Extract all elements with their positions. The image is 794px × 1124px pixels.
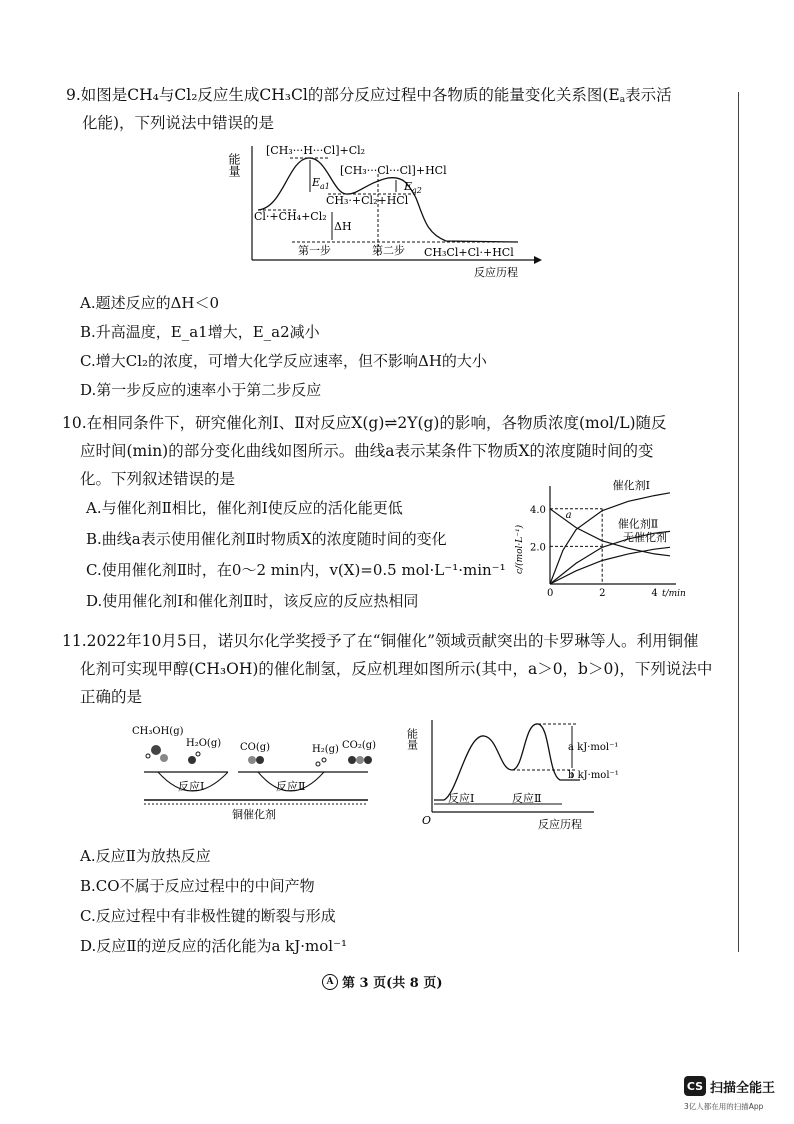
page-footer	[322, 972, 443, 991]
mech-h-atom	[322, 758, 326, 762]
q11-a-label: a kJ·mol⁻¹	[568, 742, 619, 753]
mech-c-atom	[356, 756, 364, 764]
q11-x-axis-label: 反应历程	[538, 818, 582, 831]
q10-option-c[interactable]: C.使用催化剂Ⅱ时，在0～2 min内，v(X)=0.5 mol·L⁻¹·min⁻¹	[86, 561, 506, 579]
q10-y-tick-1: 4.0	[530, 504, 546, 516]
q9-ts1-label: [CH₃···H···Cl]+Cl₂	[266, 144, 366, 157]
mech-co2-molecule	[348, 756, 356, 764]
mech-ch3oh-label: CH₃OH(g)	[132, 726, 184, 737]
q11-b-label: b kJ·mol⁻¹	[568, 770, 619, 781]
watermark-brand: 扫描全能王	[710, 1080, 776, 1096]
q9-x-axis-label: 反应历程	[474, 266, 518, 279]
page-right-rule	[738, 92, 739, 952]
q9-option-a[interactable]: A.题述反应的ΔH＜0	[80, 294, 220, 312]
mech-r1-label: 反应Ⅰ	[178, 780, 205, 793]
q11-option-c[interactable]: C.反应过程中有非极性键的断裂与形成	[80, 907, 336, 925]
q11-r2-label: 反应Ⅱ	[512, 792, 542, 805]
q9-reactant-label: Cl·+CH₄+Cl₂	[254, 210, 327, 223]
q11-r1-label: 反应Ⅰ	[448, 792, 475, 805]
q10-option-a[interactable]: A.与催化剂Ⅱ相比，催化剂Ⅰ使反应的活化能更低	[86, 499, 403, 517]
mech-h2-label: H₂(g)	[312, 744, 339, 755]
mech-co-molecule	[248, 756, 256, 764]
q9-stem-line2: 化能)，下列说法中错误的是	[82, 114, 275, 132]
mech-h2o-molecule	[188, 756, 196, 764]
q11-energy-curve	[434, 724, 580, 800]
q10-stem-line1: 10.在相同条件下，研究催化剂Ⅰ、Ⅱ对反应X(g)⇌2Y(g)的影响，各物质浓度(mol/L)随反	[62, 414, 667, 432]
q9-product-label: CH₃Cl+Cl·+HCl	[424, 246, 514, 259]
q11-stem-line1: 11.2022年10月5日，诺贝尔化学奖授予了在“铜催化”领域贡献突出的卡罗琳等人。利用铜催	[62, 632, 699, 650]
q11-mechanism-diagram	[128, 720, 388, 820]
mech-o-atom	[256, 756, 264, 764]
mech-ch3oh-atom	[160, 754, 168, 762]
q10-series-label-0: 催化剂Ⅰ	[612, 478, 650, 492]
q9-step1-label: 第一步	[298, 244, 331, 257]
q10-x-tick-0: 0	[547, 588, 554, 599]
footer-page-text: 第 3 页(共 8 页)	[342, 976, 443, 991]
mech-o-atom	[364, 756, 372, 764]
q10-stem-line3: 化。下列叙述错误的是	[80, 470, 236, 488]
mech-co2-label: CO₂(g)	[342, 740, 377, 751]
q9-stem-line1: 9.如图是CH₄与Cl₂反应生成CH₃Cl的部分反应过程中各物质的能量变化关系图($E_a$表示活	[66, 86, 672, 105]
mech-catalyst-label: 铜催化剂	[232, 808, 276, 821]
q9-option-d[interactable]: D.第一步反应的速率小于第二步反应	[80, 381, 322, 399]
q10-series-label-2: 无催化剂	[623, 530, 668, 544]
mech-ch3oh-molecule	[151, 745, 161, 755]
q10-x-axis-label: t/min	[662, 589, 686, 599]
q11-option-d[interactable]: D.反应Ⅱ的逆反应的活化能为a kJ·mol⁻¹	[80, 937, 348, 955]
mech-co-label: CO(g)	[240, 742, 271, 753]
q10-option-d[interactable]: D.使用催化剂Ⅰ和催化剂Ⅱ时，该反应的反应热相同	[86, 592, 419, 610]
q10-y-tick-0: 2.0	[530, 542, 546, 554]
q11-stem-line2: 化剂可实现甲醇(CH₃OH)的催化制氢，反应机理如图所示(其中，a＞0，b＞0)，下列说法中	[80, 660, 713, 678]
q9-option-c[interactable]: C.增大Cl₂的浓度，可增大化学反应速率，但不影响ΔH的大小	[80, 352, 487, 370]
cs-logo-icon: CS	[684, 1076, 706, 1096]
q9-dh-label: ΔH	[334, 220, 352, 233]
q9-option-b[interactable]: B.升高温度，E_a1增大，E_a2减小	[80, 323, 320, 341]
q11-option-a[interactable]: A.反应Ⅱ为放热反应	[80, 847, 211, 865]
q10-y-axis-label: c/(mol·L⁻¹)	[515, 524, 525, 574]
q11-option-b[interactable]: B.CO不属于反应过程中的中间产物	[80, 877, 315, 895]
q10-option-b[interactable]: B.曲线a表示使用催化剂Ⅱ时物质X的浓度随时间的变化	[86, 530, 447, 548]
q11-energy-diagram	[405, 714, 619, 834]
q9-ts2-label: [CH₃···Cl···Cl]+HCl	[340, 164, 447, 177]
q10-label-group	[514, 478, 686, 599]
q9-step2-label: 第二步	[372, 244, 405, 257]
mech-h-atom	[196, 752, 200, 756]
mech-h-atom	[146, 754, 150, 758]
q11-y-axis-label: 能量	[405, 728, 419, 750]
q10-stem-line2: 应时间(min)的部分变化曲线如图所示。曲线a表示某条件下物质X的浓度随时间的变	[80, 442, 654, 460]
q9-y-axis-label: 能量	[227, 153, 241, 177]
q10-x-tick-1: 2	[599, 588, 606, 599]
q9-intermediate-label: CH₃·+Cl₂+HCl	[326, 194, 409, 207]
q10-x-tick-2: 4	[651, 588, 658, 599]
q9-ea1-label: $E_{a1}$	[312, 176, 330, 191]
q10-concentration-chart	[508, 480, 686, 612]
q9-x-arrow	[534, 256, 542, 264]
q9-ea2-label: $E_{a2}$	[404, 180, 422, 195]
q9-energy-diagram	[228, 138, 548, 284]
q10-series-label-3: a	[565, 510, 572, 522]
q10-series-label-1: 催化剂Ⅱ	[617, 517, 659, 531]
footer-circle: A	[322, 974, 338, 990]
watermark	[684, 1076, 775, 1096]
q11-stem-line3: 正确的是	[80, 688, 143, 706]
mech-h2o-label: H₂O(g)	[186, 738, 222, 749]
mech-h2-molecule	[316, 762, 320, 766]
watermark-tagline: 3亿人都在用的扫描App	[684, 1102, 764, 1111]
mech-r2-label: 反应Ⅱ	[276, 780, 306, 793]
q11-origin: O	[422, 814, 432, 827]
